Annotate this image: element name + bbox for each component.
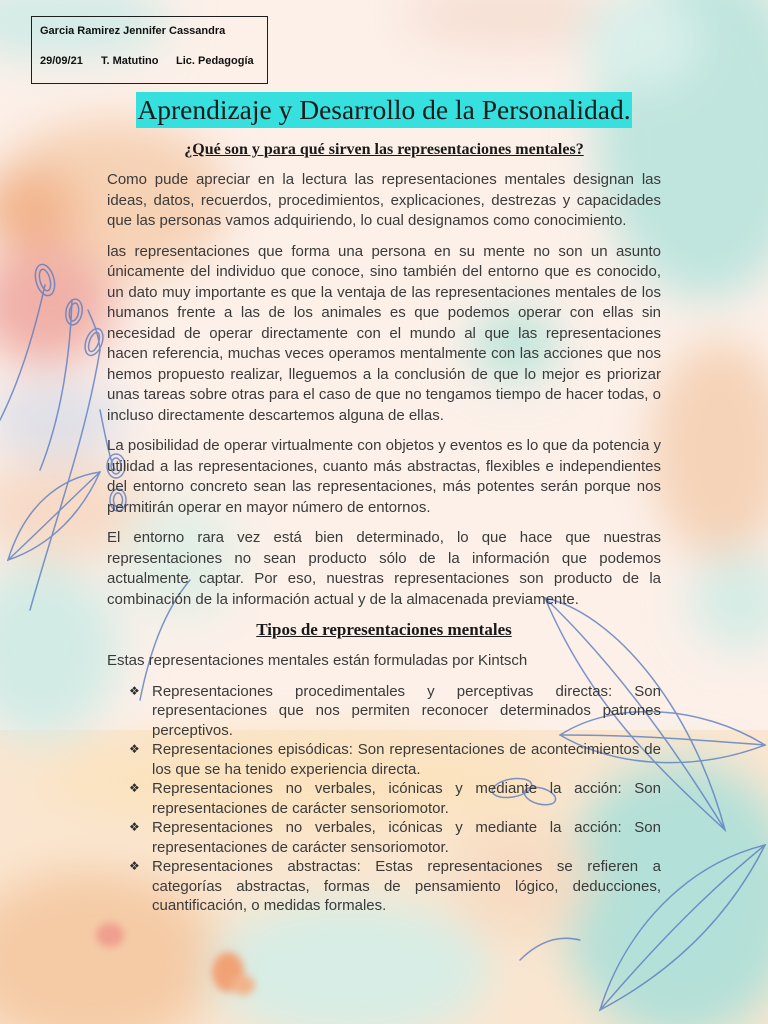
document-title: Aprendizaje y Desarrollo de la Personalidad. [136,92,631,128]
title-container [0,92,768,128]
section2-heading: Tipos de representaciones mentales [256,620,512,639]
list-item [107,779,661,818]
diamond-bullet-icon: ❖ [129,781,140,795]
paragraph: las representaciones que forma una persona en su mente no son un asunto únicamente del individuo que conoce, sino también del entorno que es conocido, un dato muy importante es que la ventaja de las representaciones mentales de los humanos frente a las de los animales es que podemos operar con ellas sin necesidad de operar directamente con el mundo al que las representaciones hacen referencia, muchas veces operamos mentalmente con las acciones que nos hemos propuesto realizar, lleguemos a la conclusión de que lo mejor es priorizar unas tareas sobre otras para el caso de que no tengamos tiempo de hacer todas, o incluso directamente descartemos alguna de ellas. [107,242,661,424]
shift: T. Matutino [101,55,159,67]
representation-types-list [107,682,661,916]
student-name: Garcia Ramirez Jennifer Cassandra [40,25,226,37]
paragraph: El entorno rara vez está bien determinado, lo que hace que nuestras representaciones no sean producto sólo de la información que podemos actualmente captar. Por eso, nuestras representaciones son producto de la combinación de la información actual y de la almacenada previamente. [107,529,661,608]
list-item-text: Representaciones episódicas: Son representaciones de acontecimientos de los que se ha tenido experiencia directa. [152,741,661,778]
diamond-bullet-icon: ❖ [129,742,140,756]
paragraph: La posibilidad de operar virtualmente con objetos y eventos es lo que da potencia y utilidad a las representaciones, cuanto más abstractas, flexibles e independientes del entorno concreto sean las representaciones, más potentes serán porque nos permitirán operar en mayor número de entornos. [107,437,661,516]
list-item [107,682,661,741]
list-item-text: Representaciones abstractas: Estas representaciones se refieren a categorías abstractas, formas de pensamiento lógico, deducciones, cuantificación, o medidas formales. [152,858,661,914]
list-item-text: Representaciones no verbales, icónicas y mediante la acción: Son representaciones de carácter sensoriomotor. [152,819,661,856]
program: Lic. Pedagogía [176,55,254,67]
date: 29/09/21 [40,55,83,67]
diamond-bullet-icon: ❖ [129,820,140,834]
diamond-bullet-icon: ❖ [129,683,140,698]
section2-intro: Estas representaciones mentales están formuladas por Kintsch [107,652,528,669]
list-item-text: Representaciones no verbales, icónicas y mediante la acción: Son representaciones de carácter sensoriomotor. [152,780,661,817]
document-body [107,170,661,916]
list-item-text: Representaciones procedimentales y perceptivas directas: Son representaciones que nos permiten reconocer determinados patrones perceptivos. [152,682,661,739]
student-info-box [31,16,268,84]
paragraph: Como pude apreciar en la lectura las representaciones mentales designan las ideas, datos, recuerdos, procedimientos, explicaciones, destrezas y capacidades que las personas vamos adquiriendo, lo cual designamos como conocimiento. [107,171,661,229]
course-info-line [40,54,254,68]
list-item [107,818,661,857]
diamond-bullet-icon: ❖ [129,859,140,873]
list-item [107,857,661,916]
section1-heading: ¿Qué son y para qué sirven las representaciones mentales? [184,141,584,158]
list-item [107,740,661,779]
